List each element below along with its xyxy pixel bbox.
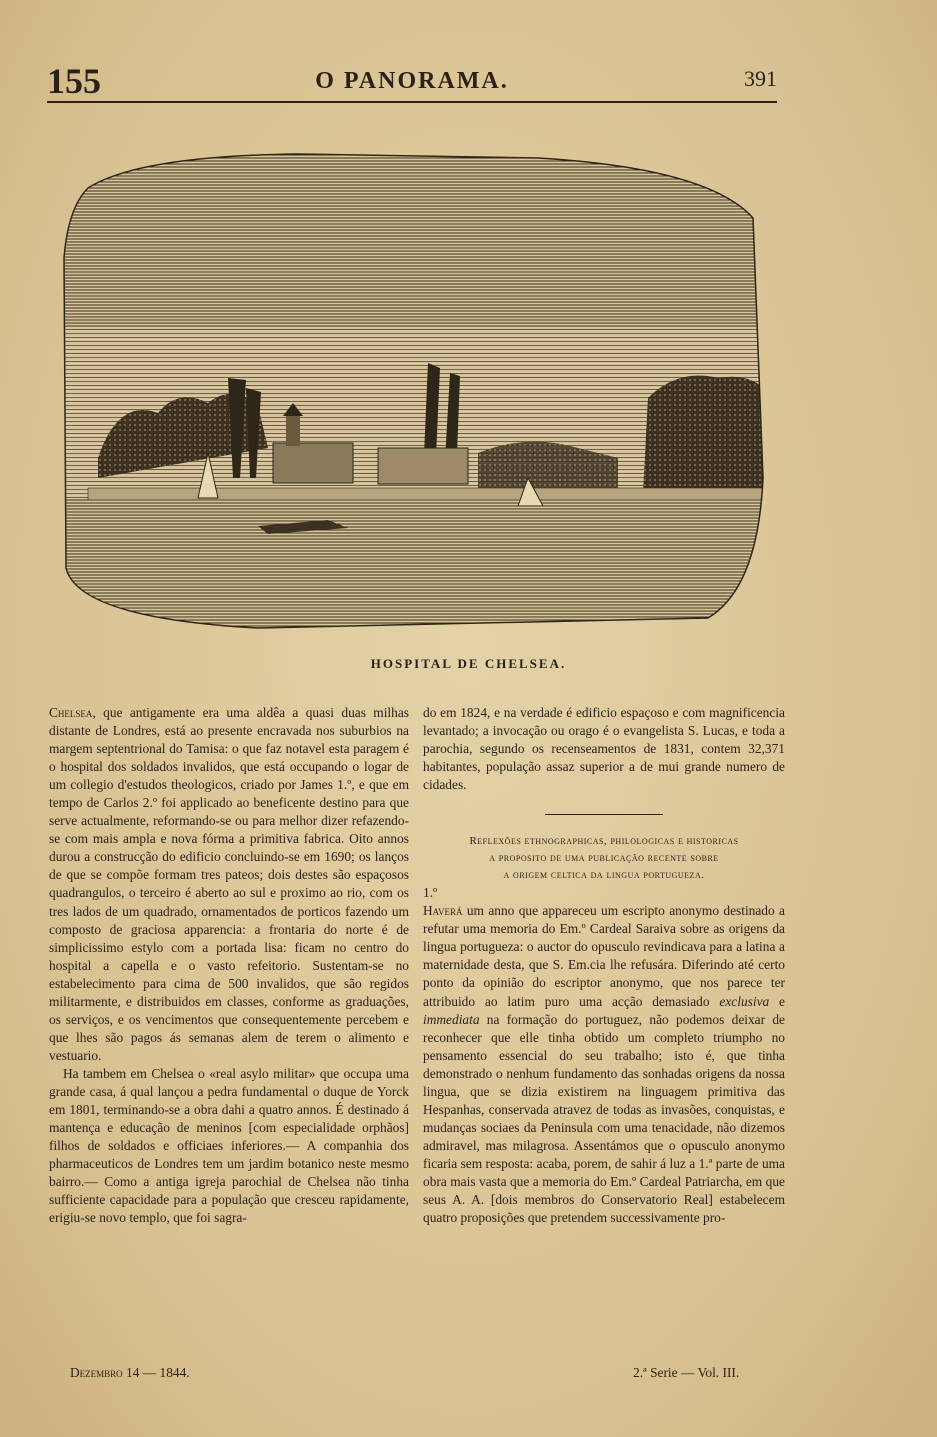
paragraph-text: e <box>769 993 785 1009</box>
paragraph-text: , que antigamente era uma aldêa a quasi duas milhas distante de Londres, está ao presente encravada nos suburbios na margem septentrional do Tamisa: o que faz notavel esta paragem é o hospital dos soldados invalidos, que está occupando o logar de um collegio d'estudos theologicos, criado por James 1.º, e que em tempo de Carlos 2.º foi applicado ao beneficente destino para que serve actualmente, reformando-se ou para melhor dizer refazendo-se com mais ampla e nova fórma a primitiva fabrica. Oito annos durou a construcção do edificio concluindo-se em 1690; os lanços de que se compõe formam tres pateos; dois destes são espaçosos quadrangulos, o terceiro é aberto ao sul e proximo ao rio, com os tres lados de um quadrado, ornamentados de porticos fazendo um composto de graciosa apparencia: a frontaria do norte é de simplicissimo estylo com a portada lisa: ficam no centro do hospital a capella e o vasto refeitorio. Sustentam-se no estabelecimento para cima de 500 invalidos, que são regidos militarmente, e distribuidos em classes, conforme as graduações, os serviços, e os vencimentos que consequentemente percebem e que lhes são pagos ás semanas alem de terem o alimento e vestuario. <box>49 705 409 1063</box>
embankment-wall <box>88 488 768 500</box>
east-wing <box>378 448 468 484</box>
page-number: 391 <box>744 66 777 91</box>
footer-date: Dezembro 14 — 1844. <box>70 1365 190 1380</box>
paragraph-continued: do em 1824, e na verdade é edificio espaçoso e com magnificencia levantado; a invocação ou orago é o evangelista S. Lucas, e toda a parochia, segundo os recenseamentos de 1831, contem 32,371 habitantes, população assaz superior a de mui grande numero de cidades. <box>423 705 785 793</box>
paragraph-asylum: Ha tambem em Chelsea o «real asylo militar» que occupa uma grande casa, á qual lançou a pedra fundamental o duque de Yorck em 1801, terminando-se a obra dahi a quatro annos. É destinado á mantença e educação de meninos [com especialidade orphãos] filhos de soldados e officiaes inferiores.— A companhia dos pharmaceuticos de Londres tem um jardim botanico neste mesmo bairro.— Como a antiga igreja parochial de Chelsea não tinha sufficiente capacidade para a população que cresceu rapidamente, erigiu-se novo templo, que foi sagra- <box>49 1065 409 1226</box>
section-title-line-1: Reflexões ethnographicas, philologicas e historicas <box>469 835 739 848</box>
text-column-left <box>49 704 409 1227</box>
engraving-scene <box>58 148 770 634</box>
section-title-line-2: a proposito de uma publicação recente sobre <box>489 852 719 865</box>
chelsea-hospital-engraving <box>58 148 770 634</box>
trees-right <box>643 376 763 494</box>
paragraph-text: na formação do portuguez, não podemos deixar de reconhecer que elle tinha obtido um completo triumpho no pensamento essencial do seu trabalho; isto é, que tinha demonstrado o nenhum fundamento das sonhadas origens da nossa lingua, que se dizia existirem na linguagem primitiva das Hespanhas, conservada atravez de todas as invasões, conquistas, e mudanças sociaes da Peninsula com uma tenacidade, não dizemos admiravel, mas milagrosa. Assentámos que o opusculo anonymo ficaria sem resposta: acaba, porem, de sahir á luz a 1.ª parte de uma obra mais vasta que a memoria do Em.º Cardeal Patriarcha, em que seus A. A. [dois membros do Conservatorio Real] estabelecem quatro proposições que pretendem successivamente pro- <box>423 1011 785 1226</box>
text-column-right <box>423 704 785 1227</box>
section-divider <box>545 814 663 815</box>
paragraph-chelsea <box>49 704 409 1065</box>
paragraph-reflexoes <box>423 902 785 1227</box>
footer-series: 2.ª Serie — Vol. III. <box>633 1365 740 1380</box>
paragraph-lead: Chelsea <box>49 705 93 720</box>
header-rule <box>47 101 777 103</box>
masthead-title: O PANORAMA. <box>315 68 509 94</box>
paragraph-lead: Haverá <box>423 903 463 919</box>
issue-number: 155 <box>47 61 101 101</box>
section-title-line-3: a origem celtica da lingua portugueza. <box>503 869 705 882</box>
illustration-caption: HOSPITAL DE CHELSEA. <box>370 656 567 671</box>
hospital-building <box>273 443 353 483</box>
emphasis-word: exclusiva <box>719 993 770 1009</box>
paragraph-text: um anno que appareceu um escripto anonymo destinado a refutar uma memoria do Em.º Cardeal Saraiva sobre as origens da lingua portugueza: o auctor do opusculo revindicava para a latina a maternidade desta, que S. Em.cia lhe refusára. Diferindo até certo ponto da opinião do escriptor anonymo, que nos parece ter attribuido ao latim puro uma acção demasiado <box>423 903 785 1009</box>
page-header <box>47 60 777 104</box>
cupola-tower <box>286 416 300 446</box>
emphasis-word: immediata <box>423 1011 480 1027</box>
river-thames <box>58 500 770 634</box>
section-number: 1.º <box>423 885 438 901</box>
